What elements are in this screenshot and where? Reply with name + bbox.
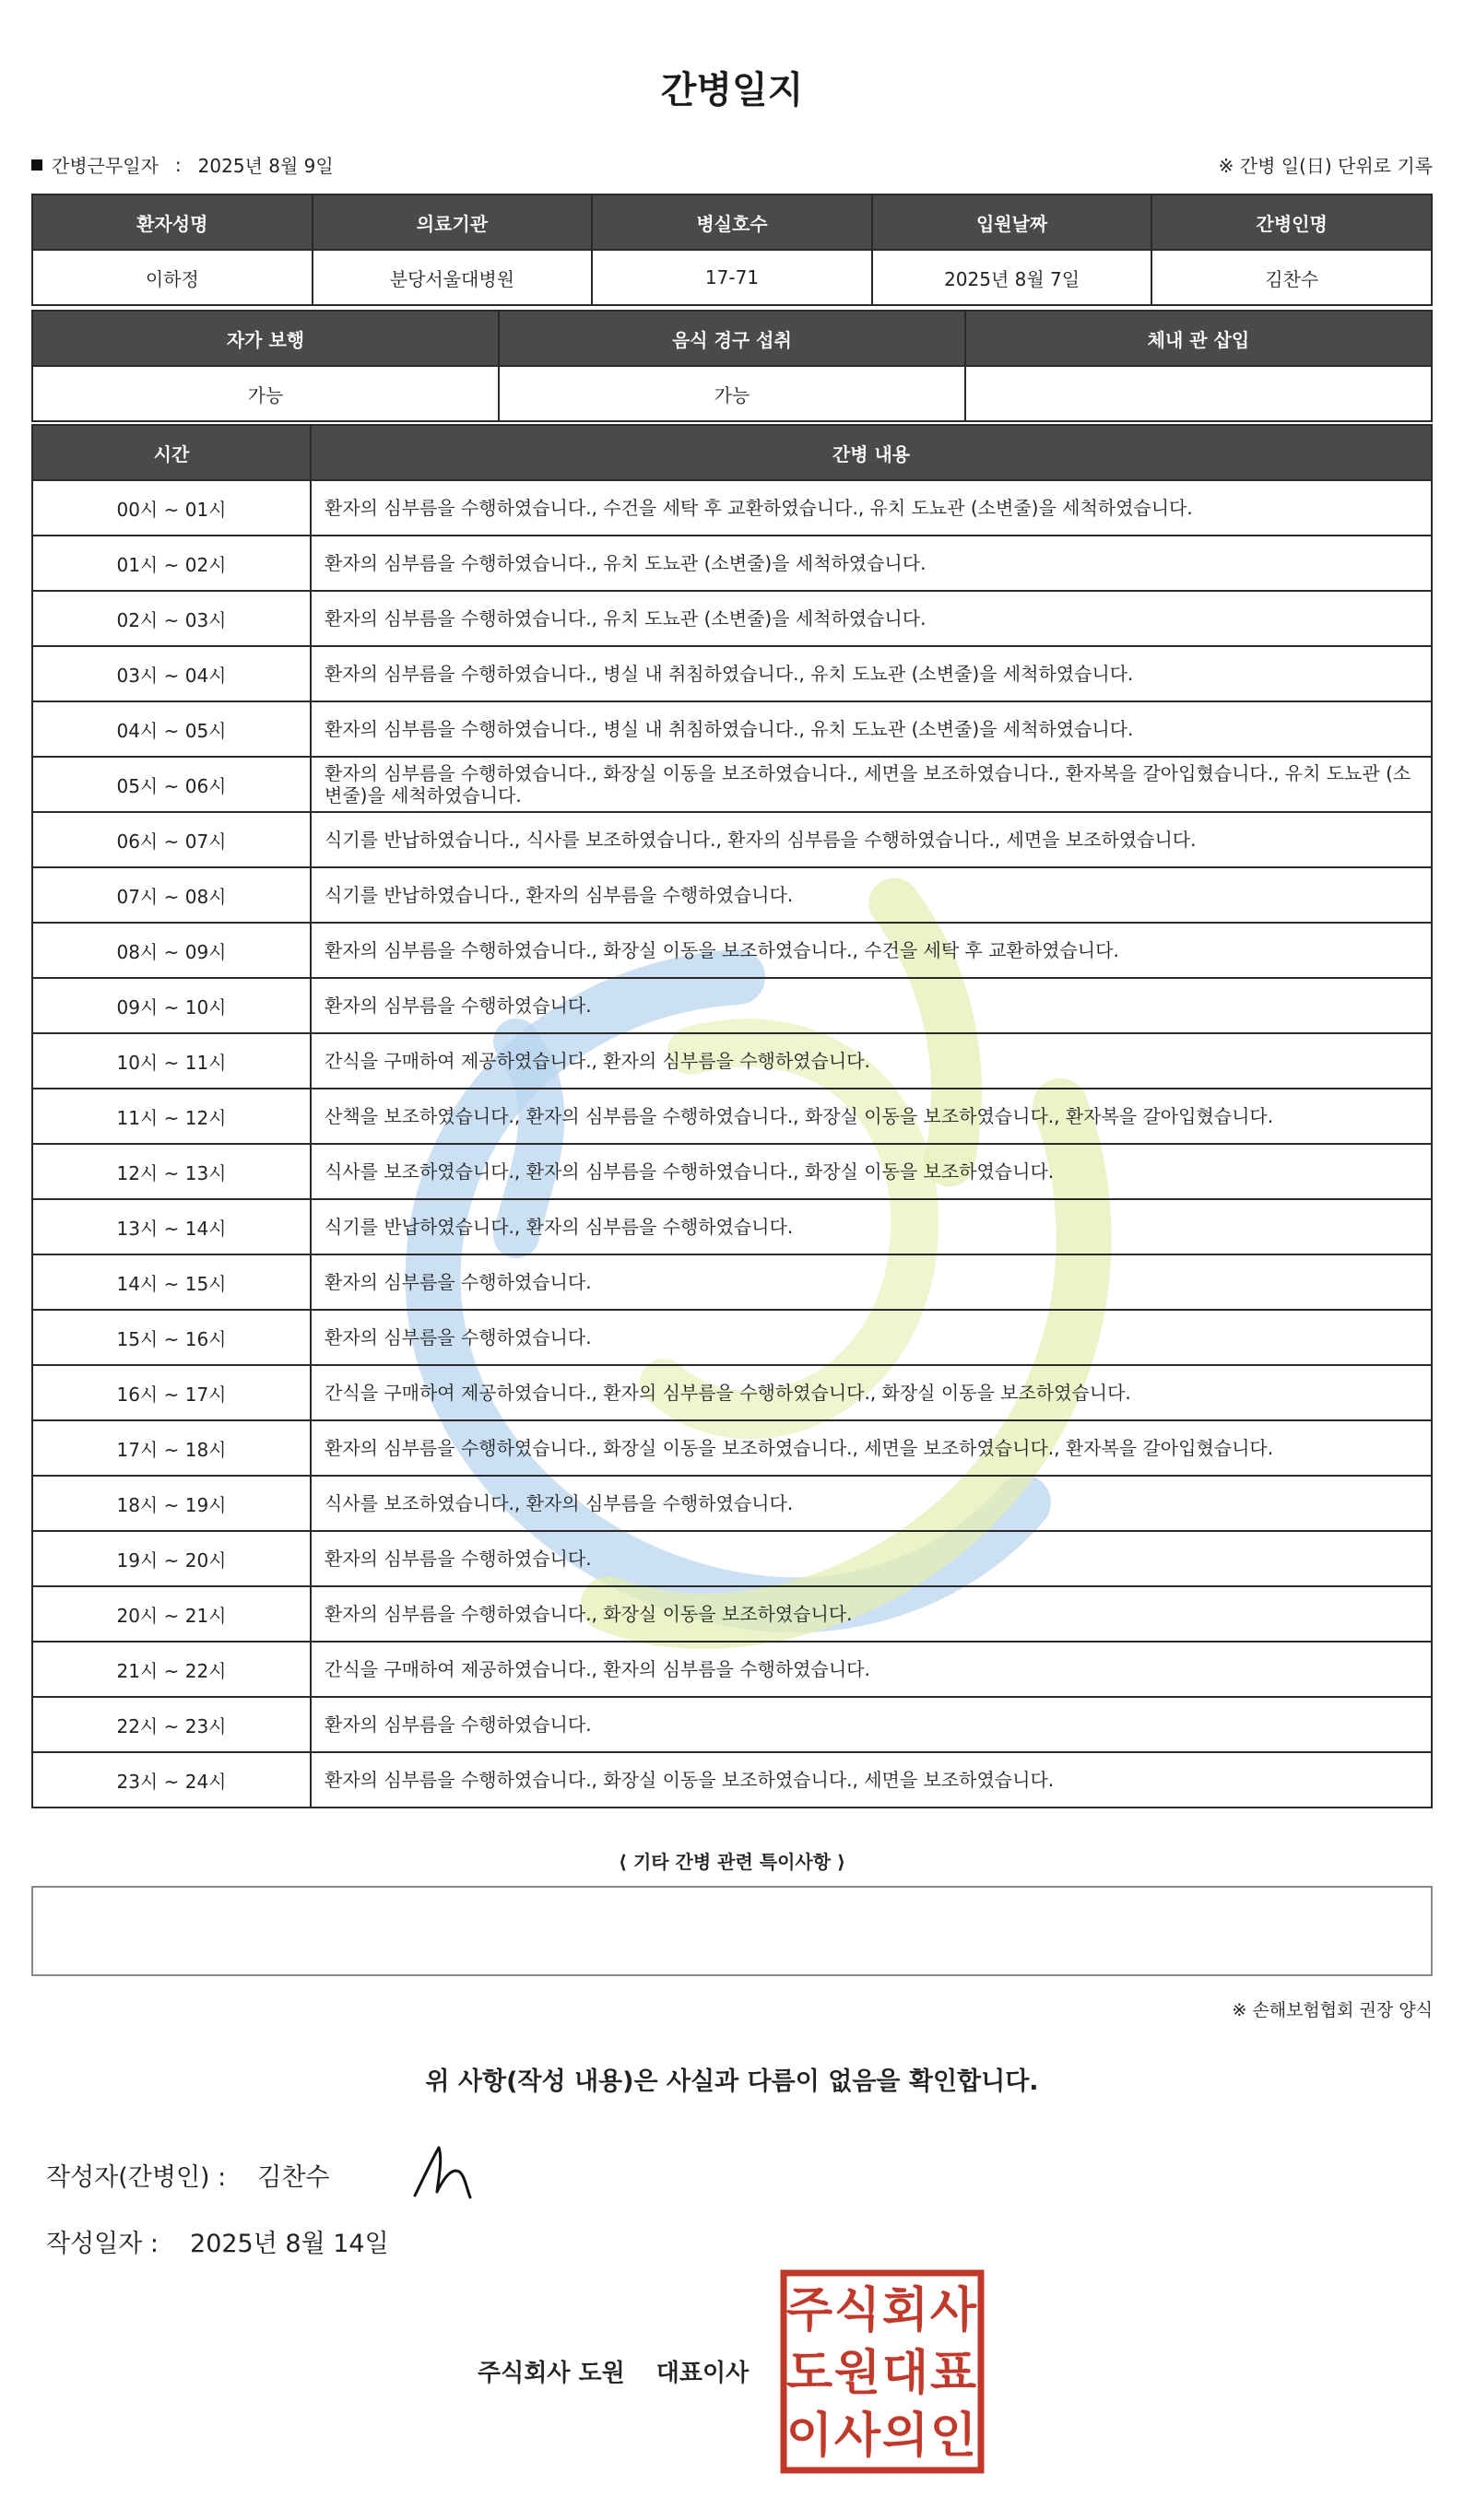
seal-glyph: 의: [881, 2408, 929, 2464]
log-row: [32, 701, 1432, 757]
log-body: [32, 480, 1432, 1808]
log-content: 환자의 심부름을 수행하였습니다., 화장실 이동을 보조하였습니다., 세면을 보조하였습니다., 환자복을 갈아입혔습니다.: [311, 1420, 1432, 1476]
log-content: 환자의 심부름을 수행하였습니다.: [311, 978, 1432, 1033]
confirmation-statement: 위 사항(작성 내용)은 사실과 다름이 없음을 확인합니다.: [425, 2067, 1039, 2096]
ability-value-row: [32, 366, 1432, 421]
log-content: 환자의 심부름을 수행하였습니다., 병실 내 취침하였습니다., 유치 도뇨관 (소변줄)을 세척하였습니다.: [311, 646, 1432, 701]
patient-info-table: [31, 194, 1433, 306]
log-row: [32, 757, 1432, 812]
log-time: 16시 ~ 17시: [32, 1365, 311, 1420]
tube-insertion-value: [965, 366, 1432, 421]
log-time: 19시 ~ 20시: [32, 1531, 311, 1586]
log-time: 13시 ~ 14시: [32, 1199, 311, 1254]
log-content: 식기를 반납하였습니다., 식사를 보조하였습니다., 환자의 심부름을 수행하였습니다., 세면을 보조하였습니다.: [311, 812, 1432, 867]
work-date-value: 2025년 8월 9일: [197, 155, 334, 177]
log-row: [32, 867, 1432, 923]
seal-glyph: 회: [881, 2283, 929, 2338]
written-date-label: 작성일자 :: [46, 2230, 159, 2258]
oral-intake-value: 가능: [499, 366, 965, 421]
log-row: [32, 1254, 1432, 1310]
log-time: 12시 ~ 13시: [32, 1144, 311, 1199]
log-time: 08시 ~ 09시: [32, 923, 311, 978]
admission-date: 2025년 8월 7일: [872, 250, 1152, 305]
log-time: 17시 ~ 18시: [32, 1420, 311, 1476]
log-header-row: [32, 425, 1432, 480]
log-row: [32, 1752, 1432, 1808]
log-row: [32, 1089, 1432, 1144]
room-number: 17-71: [592, 250, 872, 305]
log-content: 식기를 반납하였습니다., 환자의 심부름을 수행하였습니다.: [311, 867, 1432, 923]
seal-glyph: 도: [785, 2346, 833, 2401]
log-time: 00시 ~ 01시: [32, 480, 311, 536]
company-seal-stamp: [780, 2269, 985, 2474]
log-content: 식사를 보조하였습니다., 환자의 심부름을 수행하였습니다., 화장실 이동을 보조하였습니다.: [311, 1144, 1432, 1199]
log-content: 환자의 심부름을 수행하였습니다., 유치 도뇨관 (소변줄)을 세척하였습니다.: [311, 591, 1432, 646]
log-content: 간식을 구매하여 제공하였습니다., 환자의 심부름을 수행하였습니다.: [311, 1033, 1432, 1089]
log-content: 환자의 심부름을 수행하였습니다., 수건을 세탁 후 교환하였습니다., 유치 도뇨관 (소변줄)을 세척하였습니다.: [311, 480, 1432, 536]
log-time: 02시 ~ 03시: [32, 591, 311, 646]
log-row: [32, 1420, 1432, 1476]
unit-note: ※ 간병 일(日) 단위로 기록: [1218, 155, 1433, 177]
log-row: [32, 923, 1432, 978]
log-time: 10시 ~ 11시: [32, 1033, 311, 1089]
log-row: [32, 1033, 1432, 1089]
seal-glyph: 사: [833, 2408, 881, 2464]
written-date-value: 2025년 8월 14일: [190, 2230, 389, 2258]
form-note: ※ 손해보험협회 권장 양식: [1232, 2000, 1433, 2020]
seal-glyph: 표: [929, 2346, 977, 2401]
log-row: [32, 1531, 1432, 1586]
ability-header-row: [32, 311, 1432, 366]
patient-value-row: [32, 250, 1432, 305]
log-row: [32, 1365, 1432, 1420]
log-time: 23시 ~ 24시: [32, 1752, 311, 1808]
care-log-table: [31, 424, 1433, 1808]
log-content: 식기를 반납하였습니다., 환자의 심부름을 수행하였습니다.: [311, 1199, 1432, 1254]
log-time: 21시 ~ 22시: [32, 1642, 311, 1697]
header-care-content: 간병 내용: [311, 425, 1432, 480]
seal-glyphs: [786, 2283, 977, 2464]
log-content: 환자의 심부름을 수행하였습니다., 화장실 이동을 보조하였습니다., 세면을 보조하였습니다.: [311, 1752, 1432, 1808]
log-content: 산책을 보조하였습니다., 환자의 심부름을 수행하였습니다., 화장실 이동을 보조하였습니다., 환자복을 갈아입혔습니다.: [311, 1089, 1432, 1144]
header-tube-insertion: 체내 관 삽입: [965, 311, 1432, 366]
work-date-group: [31, 151, 334, 178]
header-room-number: 병실호수: [592, 194, 872, 250]
log-row: [32, 536, 1432, 591]
log-time: 15시 ~ 16시: [32, 1310, 311, 1365]
log-content: 환자의 심부름을 수행하였습니다., 화장실 이동을 보조하였습니다.: [311, 1586, 1432, 1642]
log-row: [32, 1586, 1432, 1642]
self-walking-value: 가능: [32, 366, 499, 421]
log-time: 09시 ~ 10시: [32, 978, 311, 1033]
log-row: [32, 591, 1432, 646]
log-time: 05시 ~ 06시: [32, 757, 311, 812]
header-admission-date: 입원날짜: [872, 194, 1152, 250]
log-row: [32, 1697, 1432, 1752]
log-time: 22시 ~ 23시: [32, 1697, 311, 1752]
square-bullet-icon: [31, 159, 42, 171]
log-content: 식사를 보조하였습니다., 환자의 심부름을 수행하였습니다.: [311, 1476, 1432, 1531]
caregiver-name: 김찬수: [1151, 250, 1432, 305]
remarks-title: ⟨ 기타 간병 관련 특이사항 ⟩: [618, 1851, 846, 1873]
patient-header-row: [32, 194, 1432, 250]
log-row: [32, 1310, 1432, 1365]
seal-glyph: 이: [785, 2408, 833, 2464]
company-representative-title: 대표이사: [655, 2360, 750, 2387]
log-content: 환자의 심부름을 수행하였습니다., 화장실 이동을 보조하였습니다., 수건을 세탁 후 교환하였습니다.: [311, 923, 1432, 978]
written-date-row: [46, 2223, 389, 2259]
log-time: 04시 ~ 05시: [32, 701, 311, 757]
log-content: 환자의 심부름을 수행하였습니다., 병실 내 취침하였습니다., 유치 도뇨관 (소변줄)을 세척하였습니다.: [311, 701, 1432, 757]
log-time: 06시 ~ 07시: [32, 812, 311, 867]
log-content: 환자의 심부름을 수행하였습니다.: [311, 1697, 1432, 1752]
patient-name: 이하정: [32, 250, 313, 305]
log-row: [32, 812, 1432, 867]
log-time: 07시 ~ 08시: [32, 867, 311, 923]
header-time: 시간: [32, 425, 311, 480]
hospital-name: 분당서울대병원: [313, 250, 593, 305]
header-oral-intake: 음식 경구 섭취: [499, 311, 965, 366]
writer-row: [46, 2157, 330, 2193]
writer-name: 김찬수: [257, 2163, 330, 2192]
log-content: 간식을 구매하여 제공하였습니다., 환자의 심부름을 수행하였습니다., 화장실 이동을 보조하였습니다.: [311, 1365, 1432, 1420]
log-row: [32, 1642, 1432, 1697]
seal-glyph: 식: [833, 2283, 881, 2338]
handwritten-signature: [411, 2140, 476, 2207]
writer-label: 작성자(간병인) :: [46, 2163, 227, 2192]
work-date-label: 간병근무일자: [52, 155, 159, 177]
header-patient-name: 환자성명: [32, 194, 313, 250]
seal-glyph: 사: [929, 2283, 977, 2338]
seal-glyph: 인: [929, 2408, 977, 2464]
log-time: 20시 ~ 21시: [32, 1586, 311, 1642]
header-caregiver-name: 간병인명: [1151, 194, 1432, 250]
meta-row: [31, 151, 1433, 179]
log-row: [32, 646, 1432, 701]
document-title: 간병일지: [660, 69, 804, 112]
patient-ability-table: [31, 310, 1433, 422]
log-content: 환자의 심부름을 수행하였습니다.: [311, 1254, 1432, 1310]
log-content: 환자의 심부름을 수행하였습니다., 화장실 이동을 보조하였습니다., 세면을 보조하였습니다., 환자복을 갈아입혔습니다., 유치 도뇨관 (소변줄)을 세척하였습니다.: [311, 757, 1432, 812]
log-time: 14시 ~ 15시: [32, 1254, 311, 1310]
seal-glyph: 주: [785, 2283, 833, 2338]
log-time: 11시 ~ 12시: [32, 1089, 311, 1144]
log-row: [32, 1144, 1432, 1199]
log-row: [32, 1199, 1432, 1254]
log-time: 18시 ~ 19시: [32, 1476, 311, 1531]
company-name: 주식회사 도원: [478, 2360, 625, 2387]
log-content: 환자의 심부름을 수행하였습니다.: [311, 1531, 1432, 1586]
header-self-walking: 자가 보행: [32, 311, 499, 366]
work-date-separator: :: [174, 153, 182, 176]
log-content: 간식을 구매하여 제공하였습니다., 환자의 심부름을 수행하였습니다.: [311, 1642, 1432, 1697]
log-content: 환자의 심부름을 수행하였습니다.: [311, 1310, 1432, 1365]
log-row: [32, 480, 1432, 536]
remarks-box: [31, 1886, 1433, 1976]
seal-glyph: 원: [833, 2346, 881, 2401]
log-time: 01시 ~ 02시: [32, 536, 311, 591]
log-row: [32, 1476, 1432, 1531]
company-line: [478, 2354, 780, 2388]
log-content: 환자의 심부름을 수행하였습니다., 유치 도뇨관 (소변줄)을 세척하였습니다.: [311, 536, 1432, 591]
log-time: 03시 ~ 04시: [32, 646, 311, 701]
seal-glyph: 대: [881, 2346, 929, 2401]
header-hospital: 의료기관: [313, 194, 593, 250]
log-row: [32, 978, 1432, 1033]
